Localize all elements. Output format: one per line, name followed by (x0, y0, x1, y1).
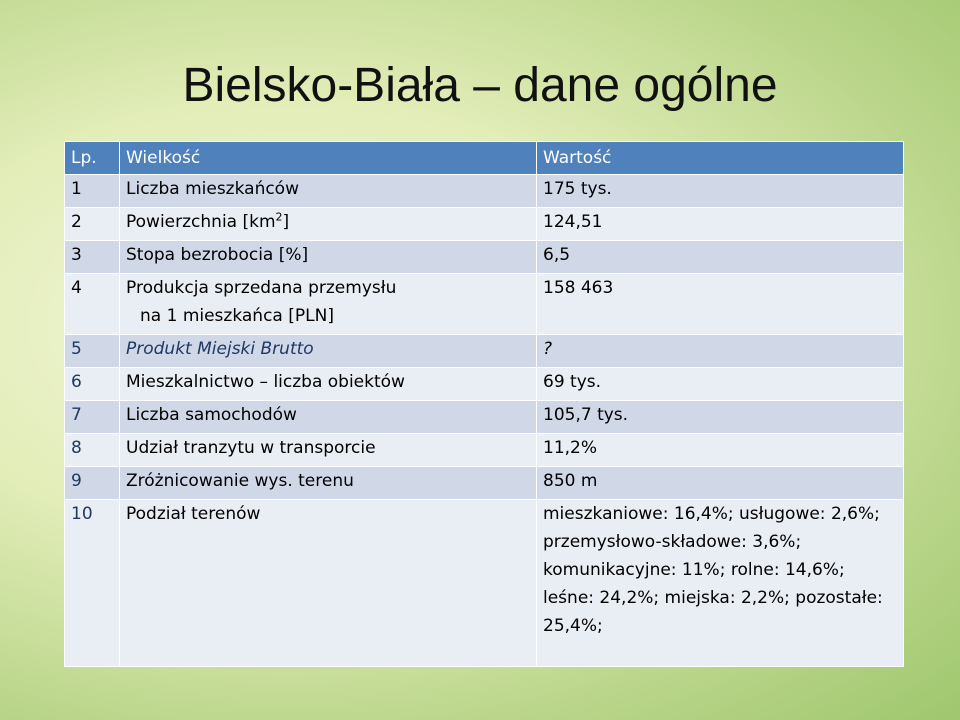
data-table (64, 141, 904, 667)
row-label: Zróżnicowanie wys. terenu (120, 467, 537, 500)
table-row (65, 467, 904, 500)
row-number: 9 (65, 467, 120, 500)
superscript: 2 (275, 210, 283, 224)
table-row (65, 175, 904, 208)
row-number: 7 (65, 401, 120, 434)
row-number: 8 (65, 434, 120, 467)
table-row (65, 208, 904, 241)
row-label: Liczba mieszkańców (120, 175, 537, 208)
row-label: Liczba samochodów (120, 401, 537, 434)
row-value: 11,2% (537, 434, 904, 467)
row-number: 3 (65, 241, 120, 274)
row-label-text: Powierzchnia [km (126, 212, 276, 232)
table-row (65, 434, 904, 467)
row-label: Podział terenów (120, 500, 537, 667)
row-value: 850 m (537, 467, 904, 500)
row-label: Mieszkalnictwo – liczba obiektów (120, 368, 537, 401)
row-number: 2 (65, 208, 120, 241)
header-wielkosc: Wielkość (120, 142, 537, 175)
row-label: Udział tranzytu w transporcie (120, 434, 537, 467)
table-row (65, 500, 904, 667)
table-row (65, 274, 904, 335)
row-value: 69 tys. (537, 368, 904, 401)
row-value: 158 463 (537, 274, 904, 335)
value-line: 25,4%; (543, 616, 603, 636)
row-value: 175 tys. (537, 175, 904, 208)
row-number: 5 (65, 335, 120, 368)
table-row (65, 335, 904, 368)
value-line: mieszkaniowe: 16,4%; usługowe: 2,6%; (543, 504, 880, 524)
table-row (65, 368, 904, 401)
value-line: komunikacyjne: 11%; rolne: 14,6%; (543, 560, 845, 580)
row-value: 105,7 tys. (537, 401, 904, 434)
row-value: 6,5 (537, 241, 904, 274)
row-value: ? (537, 335, 904, 368)
table-row (65, 401, 904, 434)
row-label: Produkt Miejski Brutto (120, 335, 537, 368)
table-header-row (65, 142, 904, 175)
row-number: 1 (65, 175, 120, 208)
slide-title: Bielsko-Biała – dane ogólne (182, 59, 778, 112)
value-line: leśne: 24,2%; miejska: 2,2%; pozostałe: (543, 588, 883, 608)
row-number: 10 (65, 500, 120, 667)
value-line: przemysłowo-składowe: 3,6%; (543, 532, 802, 552)
header-lp: Lp. (65, 142, 120, 175)
header-wartosc: Wartość (537, 142, 904, 175)
row-number: 4 (65, 274, 120, 335)
row-value (537, 500, 904, 667)
row-label-suffix: ] (282, 212, 290, 232)
row-label-line: Produkcja sprzedana przemysłu (126, 278, 397, 298)
row-label (120, 274, 537, 335)
row-number: 6 (65, 368, 120, 401)
row-label (120, 208, 537, 241)
row-value: 124,51 (537, 208, 904, 241)
row-label: Stopa bezrobocia [%] (120, 241, 537, 274)
row-label-line: na 1 mieszkańca [PLN] (140, 306, 334, 326)
table-row (65, 241, 904, 274)
